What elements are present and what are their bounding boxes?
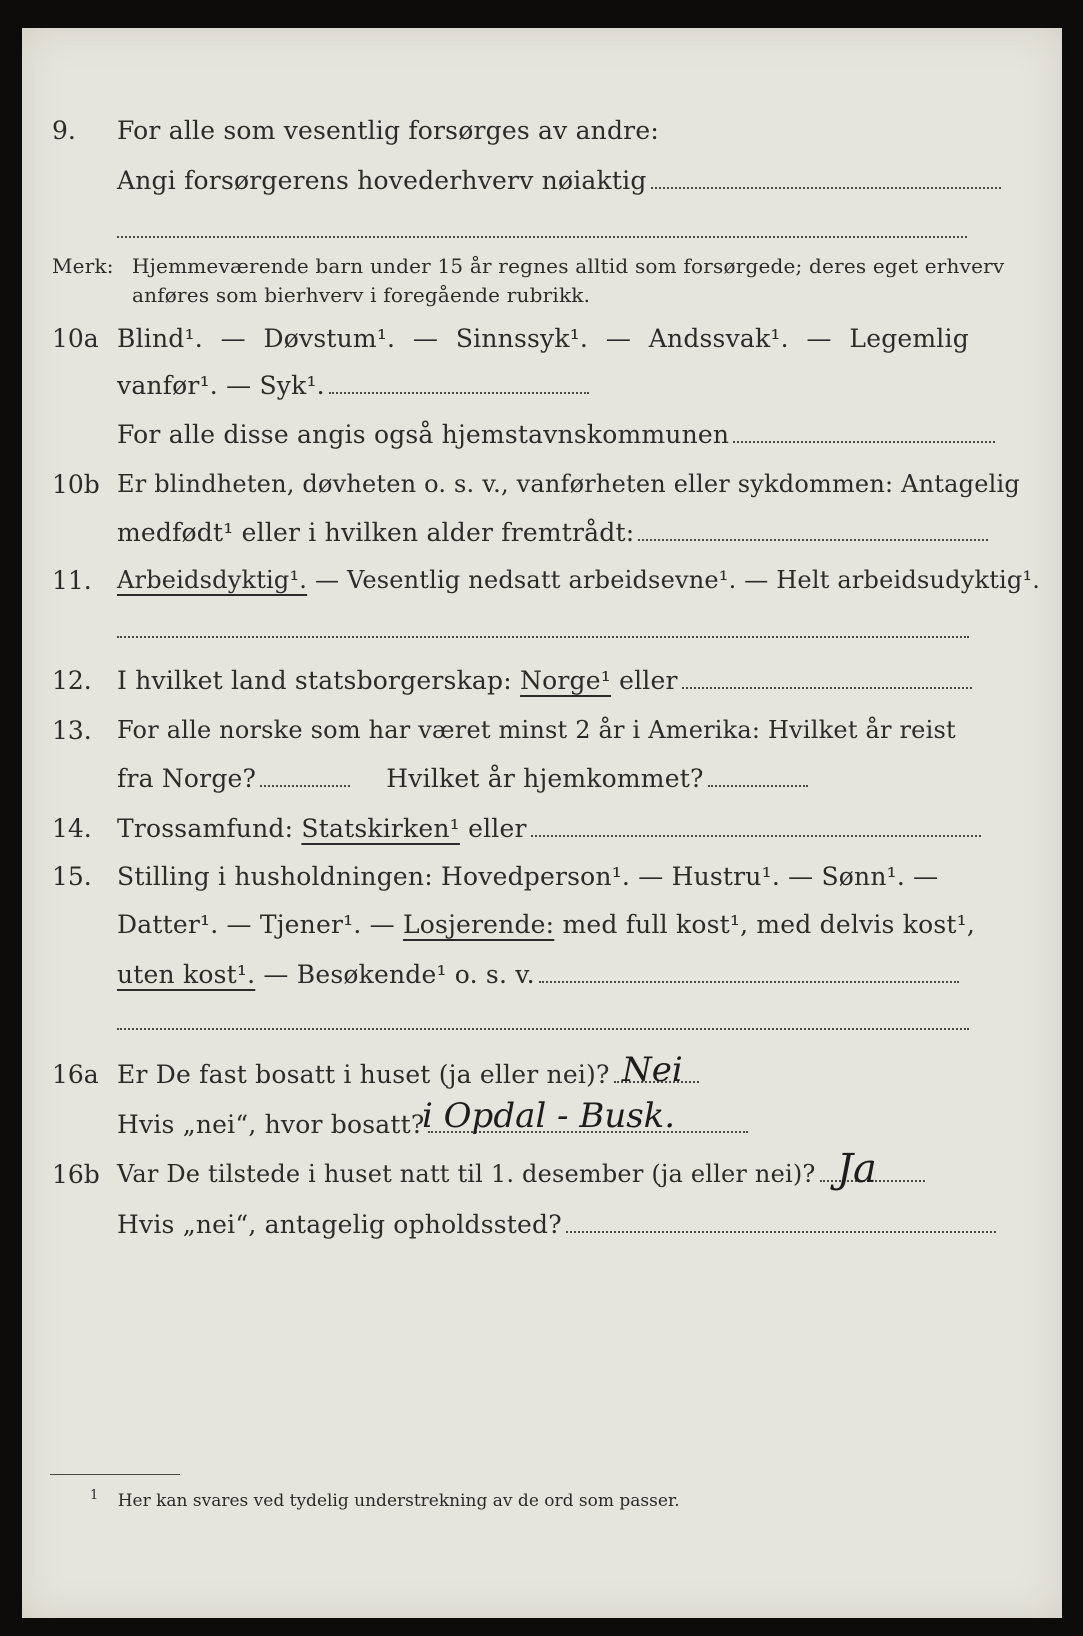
option-legemlig[interactable]: Legemlig [849,324,969,353]
q11-rest: — Vesentlig nedsatt arbeidsevne¹. — Helt arbeidsudyktig¹. [314,566,1041,594]
q15-line2b: med full kost¹, med delvis kost¹, [562,910,975,939]
q11-number: 11. [52,566,92,595]
q16b-line1 [117,1160,925,1188]
q13-number: 13. [52,716,92,745]
q13-reist-field[interactable] [260,784,350,787]
q10a-line2 [117,371,589,400]
q14-post: eller [468,814,527,843]
q16b-answer-handwritten: Ja [837,1146,877,1192]
q10b-line1: Er blindheten, døvheten o. s. v., vanførheten eller sykdommen: Antagelig [117,470,1020,498]
footnote [90,1488,680,1511]
q10b-number: 10b [52,470,100,499]
q10a-line1 [117,324,969,353]
footnote-mark: 1 [90,1488,99,1503]
q9-line2 [117,166,967,195]
option-losjerende[interactable]: Losjerende: [403,910,555,939]
option-uten-kost[interactable]: uten kost¹. [117,960,256,989]
q16a-hvor-handwritten: i Opdal - Busk. [422,1096,676,1136]
dash: — [412,324,439,353]
q9-extra-field[interactable] [117,236,967,238]
census-form-page [22,28,1062,1618]
q14-pre: Trossamfund: [117,814,294,843]
merk-label: Merk: [52,254,114,278]
dash: — [806,324,832,353]
q14-number: 14. [52,814,92,843]
q15-line2 [117,910,975,939]
q12-pre: I hvilket land statsborgerskap: [117,666,512,695]
q13-line2 [117,764,808,793]
q11-line [117,566,1040,594]
q14-answer-field[interactable] [531,834,981,837]
q15-line2a: Datter¹. — Tjener¹. — [117,910,395,939]
q16a-number: 16a [52,1060,99,1089]
footnote-text: Her kan svares ved tydelig understrekning av de ord som passer. [117,1490,680,1511]
q10a-line2-text: vanfør¹. — Syk¹. [117,371,325,400]
q13-hjem-label: Hvilket år hjemkommet? [386,764,704,793]
option-arbeidsdyktig[interactable]: Arbeidsdyktig¹. [117,566,308,594]
q15-extra-field[interactable] [117,1028,969,1030]
q15-line1: Stilling i husholdningen: Hovedperson¹. — Hustru¹. — Sønn¹. — [117,862,939,891]
q14-line [117,814,981,843]
option-blind[interactable]: Blind¹. [117,324,203,353]
q13-line1: For alle norske som har været minst 2 år i Amerika: Hvilket år reist [117,716,956,744]
q11-extra-field[interactable] [117,636,969,638]
q16b-line2-text: Hvis „nei“, antagelig opholdssted? [117,1210,562,1239]
q10a-line3 [117,420,969,449]
option-dovstum[interactable]: Døvstum¹. [263,324,396,353]
q15-answer-field[interactable] [539,980,959,983]
dash: — [220,324,246,353]
q10b-line2 [117,518,969,547]
footnote-rule [50,1474,180,1475]
option-norge[interactable]: Norge¹ [520,666,611,695]
q9-line1: For alle som vesentlig forsørges av andre: [117,116,659,145]
q13-hjem-field[interactable] [708,784,808,787]
q9-line2-text: Angi forsørgerens hovederhverv nøiaktig [117,166,647,195]
q13-reist-label: fra Norge? [117,764,257,793]
merk-line2: anføres som bierhverv i foregående rubrikk. [132,283,591,307]
q16a-line2-text: Hvis „nei“, hvor bosatt? [117,1110,425,1139]
q10a-syk-field[interactable] [329,391,589,394]
q15-line3b: — Besøkende¹ o. s. v. [263,960,535,989]
merk-line1: Hjemmeværende barn under 15 år regnes alltid som forsørgede; deres eget erhverv [132,254,1005,278]
q15-line3 [117,960,959,989]
q9-number: 9. [52,116,76,145]
q16b-line1-text: Var De tilstede i huset natt til 1. desember (ja eller nei)? [117,1160,816,1188]
q16b-line2 [117,1210,969,1239]
dash: — [605,324,632,353]
q15-number: 15. [52,862,92,891]
q12-line [117,666,972,695]
q10a-kommune-field[interactable] [733,440,995,443]
option-sinnssyk[interactable]: Sinnssyk¹. [455,324,589,353]
q16b-opholdssted-field[interactable] [566,1230,996,1233]
q10b-line2-text: medfødt¹ eller i hvilken alder fremtrådt: [117,518,635,547]
q9-answer-field[interactable] [651,186,1001,189]
q12-number: 12. [52,666,92,695]
q16a-line1-text: Er De fast bosatt i huset (ja eller nei)? [117,1060,610,1089]
q16a-line1 [117,1060,699,1089]
q12-post: eller [619,666,678,695]
option-statskirken[interactable]: Statskirken¹ [301,814,460,843]
q10b-answer-field[interactable] [638,538,988,541]
q10a-line3-text: For alle disse angis også hjemstavnskommunen [117,420,730,449]
q16b-number: 16b [52,1160,100,1189]
option-andssvak[interactable]: Andssvak¹. [648,324,789,353]
q16a-answer-handwritten: Nei [622,1050,683,1090]
q12-answer-field[interactable] [682,686,972,689]
q10a-number: 10a [52,324,99,353]
